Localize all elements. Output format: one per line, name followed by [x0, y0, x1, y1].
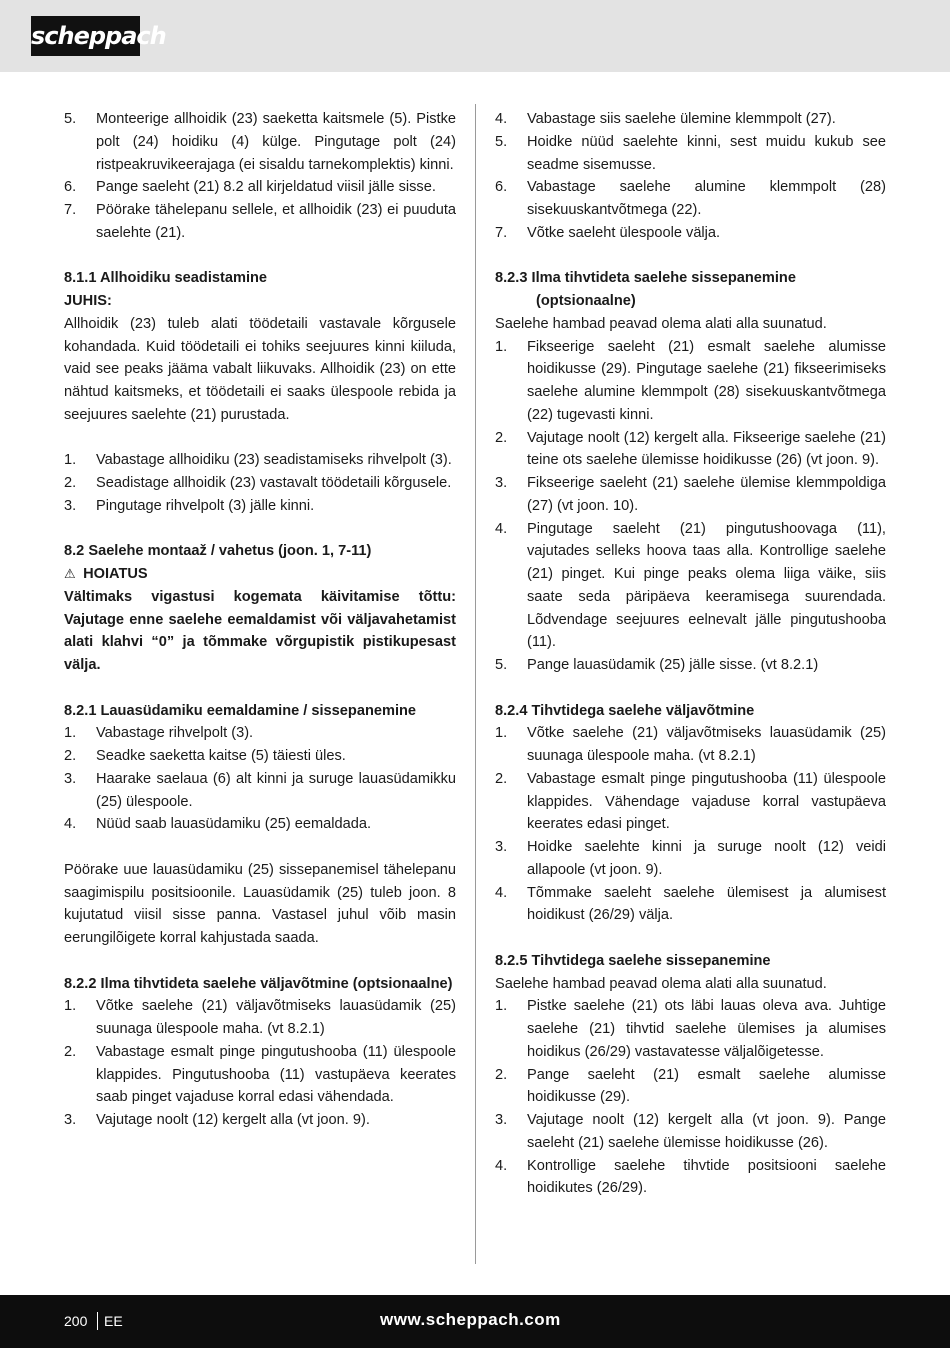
section-text-8-1-1: Allhoidik (23) tuleb alati töödetaili vastavale kõrgusele kohandada. Kuid töödetaili ei tohiks seejuures kinni kiiluda, vaid see peaks jääma vabalt liikuvaks. Allhoidik (23) on ette nähtud kaitsmeks, et töödetaili ei saaks ülespoole rebida ja seejuures saelehte (21) purustada.	[64, 315, 456, 423]
list-item	[64, 722, 456, 745]
list-item-number: 1.	[495, 998, 508, 1015]
list-item-number: 5.	[64, 111, 77, 127]
note-label: JUHIS:	[64, 293, 112, 309]
list-item	[495, 1064, 886, 1110]
list-item-text: Vabastage rihvelpolt (3).	[96, 725, 254, 742]
page-header	[0, 0, 950, 72]
list-item	[64, 1109, 456, 1132]
list-item-number: 2.	[495, 1066, 508, 1083]
section-title-8-2-1: 8.2.1 Lauasüdamiku eemaldamine / sissepanemine	[64, 702, 417, 719]
warning-triangle-icon: ⚠	[64, 566, 76, 581]
list-item-number: 3.	[495, 1112, 508, 1128]
section-title-8-1-1: 8.1.1 Allhoidiku seadistamine	[64, 270, 268, 287]
warning-text: Vältimaks vigastusi kogemata käivitamise tõttu: Vajutage enne saelehe eemaldamist või väljavahetamist alati klahvi “0” ja tõmmake võrgupistik pistikupesast välja.	[64, 588, 456, 673]
list-item-number: 1.	[64, 452, 77, 469]
steps-list-insert-pinned	[495, 995, 886, 1200]
warning-label: HOIATUS	[83, 566, 148, 582]
list-item-text: Pange saeleht (21) esmalt saelehe alumisse hoidikusse (29).	[527, 1066, 886, 1106]
list-item-number: 1.	[495, 725, 508, 742]
section-text-8-2-5: Saelehe hambad peavad olema alati alla suunatud.	[495, 975, 827, 992]
list-item-text: Pingutage rihvelpolt (3) jälle kinni.	[96, 497, 315, 514]
list-item-text: Vajutage noolt (12) kergelt alla (vt joon. 9). Pange saeleht (21) saelehe ülemisse hoidikusse (26).	[527, 1112, 886, 1151]
list-item-number: 7.	[495, 224, 508, 241]
section-text-8-2-3: Saelehe hambad peavad olema alati alla suunatud.	[495, 315, 827, 332]
list-item	[495, 882, 886, 928]
list-item-text: Võtke saelehe (21) väljavõtmiseks lauasüdamik (25) suunaga ülespoole maha. (vt 8.2.1)	[527, 725, 886, 764]
list-item-number: 4.	[495, 1157, 508, 1174]
list-item	[495, 427, 886, 473]
steps-list-table-insert	[64, 722, 456, 836]
list-item-text: Tõmmake saeleht saelehe ülemisest ja alumisest hoidikust (26/29) välja.	[527, 884, 886, 924]
list-item	[495, 1109, 886, 1155]
list-item-text: Hoidke nüüd saelehte kinni, sest muidu kukub see seadme sisemusse.	[527, 133, 886, 173]
list-item	[64, 495, 456, 518]
steps-list-adjust	[64, 449, 456, 517]
list-item-text: Fikseerige saeleht (21) esmalt saelehe alumisse hoidikusse (29). Pingutage saelehe (21) fikseerimiseks saelehe alumine klemmpolt (28) sisekuuskantvõtmega (22) tugevasti kinni.	[527, 338, 886, 423]
list-item-number: 5.	[495, 133, 508, 150]
brand-logo: scheppach	[31, 16, 140, 56]
list-item-text: Vajutage noolt (12) kergelt alla. Fikseerige saelehe (21) teine ots saelehe ülemisse hoidikusse (26) (vt joon. 9).	[527, 429, 886, 469]
list-item-text: Seadistage allhoidik (23) vastavalt töödetaili kõrgusele.	[96, 475, 452, 491]
list-item	[64, 745, 456, 768]
list-item	[495, 108, 886, 131]
list-item-text: Hoidke saelehte kinni ja suruge noolt (12) veidi allapoole (vt joon. 9).	[527, 839, 886, 878]
list-item-number: 4.	[495, 884, 508, 901]
section-title-8-2: 8.2 Saelehe montaaž / vahetus (joon. 1, 7-11)	[64, 543, 372, 560]
list-item-text: Pingutage saeleht (21) pingutushoovaga (11), vajutades selleks hoova taas alla. Kontrollige saelehe (21) pinget. Kui pinge peaks olema liiga väike, siis saate seda päripäeva keeramisega suurendada. Lõdvendage seejuures eelnevalt jälle pingutushooba (11).	[527, 520, 886, 651]
list-item-text: Haarake saelaua (6) alt kinni ja suruge lauasüdamikku (25) ülespoole.	[96, 770, 456, 810]
list-item-number: 2.	[495, 770, 508, 787]
section-text-8-2-1: Pöörake uue lauasüdamiku (25) sissepanemisel tähelepanu saagimispilu positsioonile. Lauasüdamik (25) tuleb joon. 8 kujutatud viisil sisse panna. Vastasel juhul võib masin eerungilõigete korral kahjustada saada.	[64, 861, 456, 946]
list-item-number: 2.	[495, 429, 508, 446]
list-item-text: Pange lauasüdamik (25) jälle sisse. (vt 8.2.1)	[527, 657, 819, 673]
page-number: 200	[64, 1313, 88, 1329]
steps-list-remove-pinless	[64, 995, 456, 1132]
section-title-8-2-5: 8.2.5 Tihvtidega saelehe sissepanemine	[495, 952, 771, 969]
list-item-number: 3.	[495, 839, 508, 855]
list-item-number: 5.	[495, 657, 508, 673]
list-item	[64, 995, 456, 1041]
list-item	[495, 722, 886, 768]
list-item	[495, 768, 886, 836]
list-item	[64, 813, 456, 836]
right-column	[495, 108, 886, 1200]
list-item-number: 1.	[64, 725, 77, 742]
list-item-text: Kontrollige saelehe tihvtide positsiooni saelehe hoidikutes (26/29).	[527, 1157, 886, 1197]
list-item-text: Pöörake tähelepanu sellele, et allhoidik (23) ei puuduta saelehte (21).	[96, 202, 456, 241]
list-item	[495, 472, 886, 518]
list-item	[495, 1155, 886, 1201]
list-item-number: 3.	[64, 770, 77, 787]
list-item	[64, 1041, 456, 1109]
list-item-text: Monteerige allhoidik (23) saeketta kaitsmele (5). Pistke polt (24) hoidiku (4) külge. Pingutage polt (24) ristpeakruvikeerajaga (ei sisaldu tarnekomplektis) kinni.	[96, 111, 456, 173]
list-item-number: 1.	[495, 338, 508, 355]
list-item-text: Vabastage esmalt pinge pingutushooba (11) ülespoole klappides. Pingutushooba (11) vastupäeva keerates saab pinget vajaduse korral edasi vähendada.	[96, 1043, 456, 1106]
list-item-number: 1.	[64, 998, 77, 1015]
list-item-text: Seadke saeketta kaitse (5) täiesti üles.	[96, 748, 346, 764]
section-title-8-2-2: 8.2.2 Ilma tihvtideta saelehe väljavõtmine (optsionaalne)	[64, 975, 453, 992]
list-item-text: Nüüd saab lauasüdamiku (25) eemaldada.	[96, 816, 372, 833]
list-item-text: Võtke saeleht ülespoole välja.	[527, 224, 721, 241]
list-item	[64, 472, 456, 495]
list-item-number: 6.	[495, 179, 508, 196]
steps-list-insert-pinless	[495, 336, 886, 677]
list-item	[64, 449, 456, 472]
list-item	[64, 108, 456, 176]
warning-heading	[64, 563, 456, 586]
section-title-8-2-3: 8.2.3 Ilma tihvtideta saelehe sissepanemine (optsionaalne)	[495, 270, 796, 309]
list-item	[495, 518, 886, 655]
list-item	[495, 176, 886, 222]
list-item-number: 7.	[64, 202, 77, 218]
list-item-text: Pange saeleht (21) 8.2 all kirjeldatud viisil jälle sisse.	[96, 179, 436, 196]
list-item	[495, 995, 886, 1063]
steps-list-remove-pinned	[495, 722, 886, 927]
website-link[interactable]: www.scheppach.com	[380, 1310, 561, 1329]
list-item-text: Pistke saelehe (21) ots läbi lauas oleva ava. Juhtige saelehe (21) tihvtid saelehe ülemises ja alumises hoidikus (26/29) vastavatesse väljalõigetesse.	[527, 998, 886, 1060]
footer-separator	[97, 1312, 98, 1330]
list-item-text: Vajutage noolt (12) kergelt alla (vt joon. 9).	[96, 1112, 370, 1128]
left-column	[64, 108, 456, 1132]
list-item-text: Vabastage allhoidiku (23) seadistamiseks rihvelpolt (3).	[96, 452, 452, 469]
list-item	[495, 336, 886, 427]
section-title-8-2-4: 8.2.4 Tihvtidega saelehe väljavõtmine	[495, 702, 755, 719]
steps-list-mounting	[64, 108, 456, 245]
list-item-number: 3.	[64, 1112, 77, 1128]
list-item	[64, 176, 456, 199]
list-item-number: 3.	[64, 497, 77, 514]
list-item	[64, 768, 456, 814]
list-item-number: 4.	[495, 520, 508, 537]
list-item-number: 2.	[64, 748, 77, 764]
language-code: EE	[104, 1313, 123, 1329]
list-item	[495, 131, 886, 177]
list-item-text: Vabastage saelehe alumine klemmpolt (28) sisekuuskantvõtmega (22).	[527, 179, 886, 218]
steps-list-remove-pinless-cont	[495, 108, 886, 245]
list-item	[495, 836, 886, 882]
list-item-number: 6.	[64, 179, 77, 196]
list-item	[495, 222, 886, 245]
list-item-number: 2.	[64, 1043, 77, 1060]
list-item-text: Vabastage siis saelehe ülemine klemmpolt (27).	[527, 111, 836, 127]
list-item-number: 3.	[495, 475, 508, 491]
list-item-number: 4.	[64, 816, 77, 833]
list-item-number: 2.	[64, 475, 77, 491]
list-item-text: Võtke saelehe (21) väljavõtmiseks lauasüdamik (25) suunaga ülespoole maha. (vt 8.2.1)	[96, 998, 456, 1037]
list-item	[64, 199, 456, 245]
list-item-text: Fikseerige saeleht (21) saelehe ülemise klemmpoldiga (27) (vt joon. 10).	[527, 475, 886, 514]
column-divider	[475, 104, 476, 1264]
page-footer	[0, 1295, 950, 1348]
list-item-text: Vabastage esmalt pinge pingutushooba (11) ülespoole klappides. Vähendage vajaduse korral vastupäeva keerates edasi pinget.	[527, 770, 886, 833]
list-item-number: 4.	[495, 111, 508, 127]
list-item	[495, 654, 886, 677]
